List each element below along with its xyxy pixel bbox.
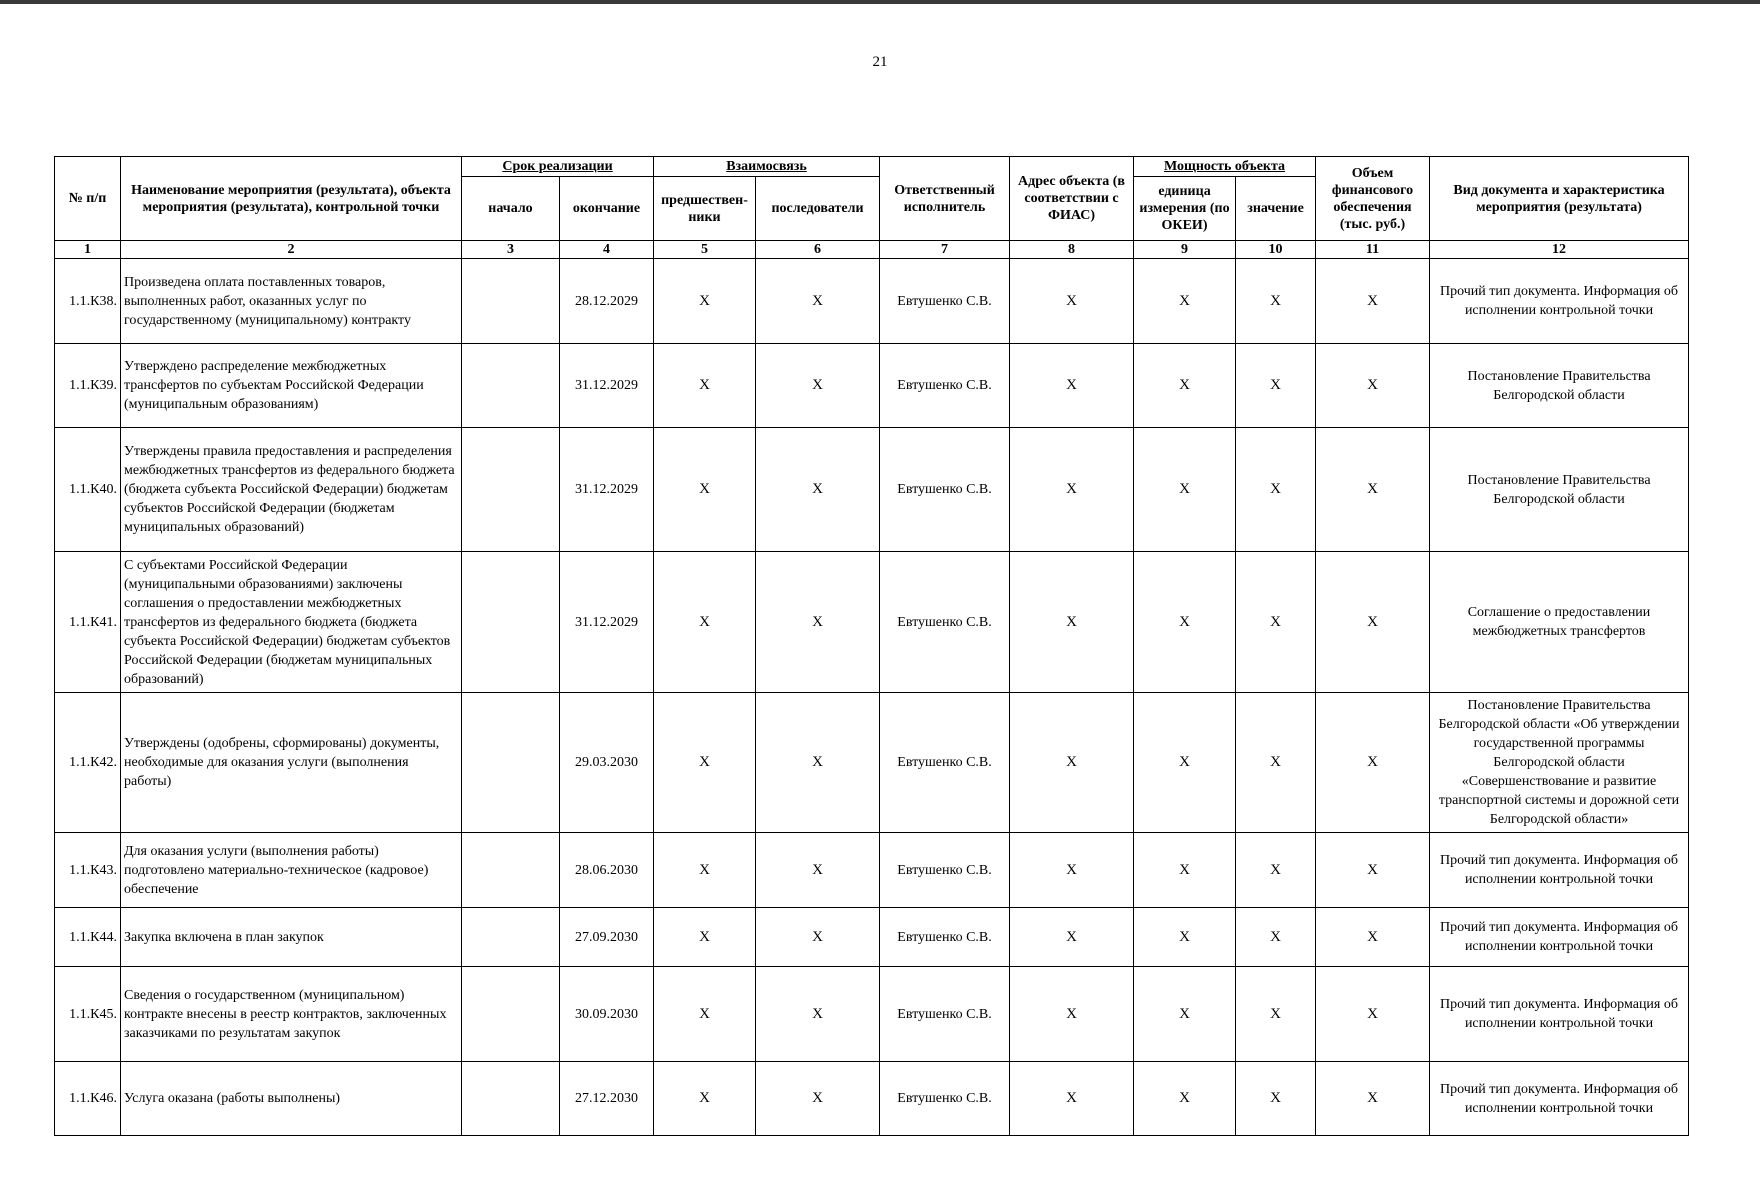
row-end: 31.12.2029 (560, 428, 654, 552)
row-end: 30.09.2030 (560, 967, 654, 1062)
row-successors: X (756, 967, 880, 1062)
row-address: X (1010, 259, 1134, 344)
table-row (55, 428, 1689, 552)
row-name: Для оказания услуги (выполнения работы) подготовлено материально-техническое (кадровое) обеспечение (121, 833, 462, 908)
row-start (462, 344, 560, 428)
column-number: 12 (1430, 241, 1689, 259)
row-responsible: Евтушенко С.В. (880, 259, 1010, 344)
row-finance: X (1316, 1062, 1430, 1136)
column-number: 4 (560, 241, 654, 259)
column-number: 2 (121, 241, 462, 259)
row-value: X (1236, 552, 1316, 693)
header-col-start: начало (462, 177, 560, 241)
header-col-number: № п/п (55, 157, 121, 241)
table-row (55, 833, 1689, 908)
row-predecessors: X (654, 908, 756, 967)
header-col-document: Вид документа и характеристика мероприятия (результата) (1430, 157, 1689, 241)
row-name: Утверждены правила предоставления и распределения межбюджетных трансфертов из федерального бюджета (бюджета субъекта Российской Федерации) бюджетам субъектов Российской Федерации (бюджетам муниципальных образований) (121, 428, 462, 552)
row-predecessors: X (654, 344, 756, 428)
row-successors: X (756, 552, 880, 693)
row-finance: X (1316, 908, 1430, 967)
row-predecessors: X (654, 428, 756, 552)
row-code: 1.1.К40. (55, 428, 121, 552)
row-code: 1.1.К46. (55, 1062, 121, 1136)
row-unit: X (1134, 552, 1236, 693)
row-unit: X (1134, 1062, 1236, 1136)
row-unit: X (1134, 967, 1236, 1062)
row-start (462, 428, 560, 552)
row-name: Закупка включена в план закупок (121, 908, 462, 967)
row-predecessors: X (654, 552, 756, 693)
row-end: 31.12.2029 (560, 552, 654, 693)
row-successors: X (756, 693, 880, 833)
row-end: 31.12.2029 (560, 344, 654, 428)
row-name: Услуга оказана (работы выполнены) (121, 1062, 462, 1136)
table-row (55, 552, 1689, 693)
row-document: Прочий тип документа. Информация об исполнении контрольной точки (1430, 259, 1689, 344)
header-group-term (462, 157, 654, 177)
row-code: 1.1.К45. (55, 967, 121, 1062)
column-number: 6 (756, 241, 880, 259)
row-predecessors: X (654, 1062, 756, 1136)
row-unit: X (1134, 259, 1236, 344)
row-end: 29.03.2030 (560, 693, 654, 833)
table-row (55, 1062, 1689, 1136)
row-address: X (1010, 967, 1134, 1062)
row-address: X (1010, 693, 1134, 833)
row-start (462, 908, 560, 967)
row-name: Сведения о государственном (муниципальном) контракте внесены в реестр контрактов, заключенных заказчиками по результатам закупок (121, 967, 462, 1062)
row-code: 1.1.К42. (55, 693, 121, 833)
row-finance: X (1316, 428, 1430, 552)
header-col-finance: Объем финансового обеспечения (тыс. руб.) (1316, 157, 1430, 241)
row-document: Постановление Правительства Белгородской области (1430, 428, 1689, 552)
row-finance: X (1316, 344, 1430, 428)
column-number-row (55, 241, 1689, 259)
row-responsible: Евтушенко С.В. (880, 428, 1010, 552)
column-number: 8 (1010, 241, 1134, 259)
row-code: 1.1.К41. (55, 552, 121, 693)
row-predecessors: X (654, 693, 756, 833)
row-responsible: Евтушенко С.В. (880, 344, 1010, 428)
row-end: 27.12.2030 (560, 1062, 654, 1136)
header-row-1 (55, 157, 1689, 177)
row-document: Прочий тип документа. Информация об исполнении контрольной точки (1430, 1062, 1689, 1136)
row-responsible: Евтушенко С.В. (880, 693, 1010, 833)
row-end: 27.09.2030 (560, 908, 654, 967)
header-col-predecessors: предшествен- ники (654, 177, 756, 241)
row-address: X (1010, 833, 1134, 908)
header-group-power (1134, 157, 1316, 177)
table-row (55, 693, 1689, 833)
row-value: X (1236, 259, 1316, 344)
column-number: 3 (462, 241, 560, 259)
column-number: 7 (880, 241, 1010, 259)
row-code: 1.1.К38. (55, 259, 121, 344)
row-value: X (1236, 428, 1316, 552)
row-unit: X (1134, 833, 1236, 908)
row-code: 1.1.К43. (55, 833, 121, 908)
row-value: X (1236, 967, 1316, 1062)
row-finance: X (1316, 833, 1430, 908)
header-col-unit: единица измерения (по ОКЕИ) (1134, 177, 1236, 241)
header-col-value: значение (1236, 177, 1316, 241)
row-address: X (1010, 908, 1134, 967)
row-address: X (1010, 552, 1134, 693)
row-value: X (1236, 344, 1316, 428)
row-successors: X (756, 428, 880, 552)
row-predecessors: X (654, 967, 756, 1062)
row-responsible: Евтушенко С.В. (880, 967, 1010, 1062)
header-col-address: Адрес объекта (в соответствии с ФИАС) (1010, 157, 1134, 241)
table-row (55, 344, 1689, 428)
column-number: 11 (1316, 241, 1430, 259)
row-predecessors: X (654, 833, 756, 908)
row-document: Прочий тип документа. Информация об исполнении контрольной точки (1430, 908, 1689, 967)
row-responsible: Евтушенко С.В. (880, 552, 1010, 693)
row-successors: X (756, 908, 880, 967)
row-document: Прочий тип документа. Информация об исполнении контрольной точки (1430, 833, 1689, 908)
top-border-line (0, 0, 1760, 4)
row-document: Соглашение о предоставлении межбюджетных трансфертов (1430, 552, 1689, 693)
row-unit: X (1134, 908, 1236, 967)
row-unit: X (1134, 693, 1236, 833)
row-value: X (1236, 833, 1316, 908)
row-name: Утверждено распределение межбюджетных трансфертов по субъектам Российской Федерации (муниципальным образованиям) (121, 344, 462, 428)
header-col-responsible: Ответственный исполнитель (880, 157, 1010, 241)
row-responsible: Евтушенко С.В. (880, 1062, 1010, 1136)
table-row (55, 967, 1689, 1062)
row-start (462, 967, 560, 1062)
row-address: X (1010, 344, 1134, 428)
row-successors: X (756, 344, 880, 428)
row-address: X (1010, 428, 1134, 552)
row-document: Постановление Правительства Белгородской области «Об утверждении государственной программы Белгородской области «Совершенствование и развитие транспортной системы и дорожной сети Белгородской области» (1430, 693, 1689, 833)
row-successors: X (756, 833, 880, 908)
header-col-successors: последователи (756, 177, 880, 241)
row-successors: X (756, 1062, 880, 1136)
row-finance: X (1316, 552, 1430, 693)
row-start (462, 552, 560, 693)
header-group-power-label: Мощность объекта (1163, 159, 1286, 174)
column-number: 9 (1134, 241, 1236, 259)
row-name: Утверждены (одобрены, сформированы) документы, необходимые для оказания услуги (выполнения работы) (121, 693, 462, 833)
row-finance: X (1316, 967, 1430, 1062)
row-start (462, 833, 560, 908)
row-code: 1.1.К44. (55, 908, 121, 967)
table-row (55, 908, 1689, 967)
row-responsible: Евтушенко С.В. (880, 908, 1010, 967)
row-finance: X (1316, 259, 1430, 344)
row-end: 28.06.2030 (560, 833, 654, 908)
page-number: 21 (872, 54, 888, 70)
header-group-link-label: Взаимосвязь (726, 159, 807, 174)
table-row (55, 259, 1689, 344)
header-col-end: окончание (560, 177, 654, 241)
row-end: 28.12.2029 (560, 259, 654, 344)
header-col-name: Наименование мероприятия (результата), объекта мероприятия (результата), контрольной точки (121, 157, 462, 241)
row-predecessors: X (654, 259, 756, 344)
row-document: Постановление Правительства Белгородской области (1430, 344, 1689, 428)
plan-table (54, 156, 1689, 1136)
row-value: X (1236, 908, 1316, 967)
row-start (462, 693, 560, 833)
row-name: С субъектами Российской Федерации (муниципальными образованиями) заключены соглашения о предоставлении межбюджетных трансфертов из федерального бюджета (бюджета субъекта Российской Федерации) бюджетам субъектов Российской Федерации (бюджетам муниципальных образований) (121, 552, 462, 693)
header-group-link (654, 157, 880, 177)
row-value: X (1236, 693, 1316, 833)
column-number: 1 (55, 241, 121, 259)
row-successors: X (756, 259, 880, 344)
header-group-term-label: Срок реализации (502, 159, 613, 174)
row-document: Прочий тип документа. Информация об исполнении контрольной точки (1430, 967, 1689, 1062)
row-address: X (1010, 1062, 1134, 1136)
row-code: 1.1.К39. (55, 344, 121, 428)
row-responsible: Евтушенко С.В. (880, 833, 1010, 908)
row-unit: X (1134, 428, 1236, 552)
row-start (462, 1062, 560, 1136)
column-number: 5 (654, 241, 756, 259)
row-value: X (1236, 1062, 1316, 1136)
row-name: Произведена оплата поставленных товаров, выполненных работ, оказанных услуг по государственному (муниципальному) контракту (121, 259, 462, 344)
row-start (462, 259, 560, 344)
row-finance: X (1316, 693, 1430, 833)
row-unit: X (1134, 344, 1236, 428)
column-number: 10 (1236, 241, 1316, 259)
